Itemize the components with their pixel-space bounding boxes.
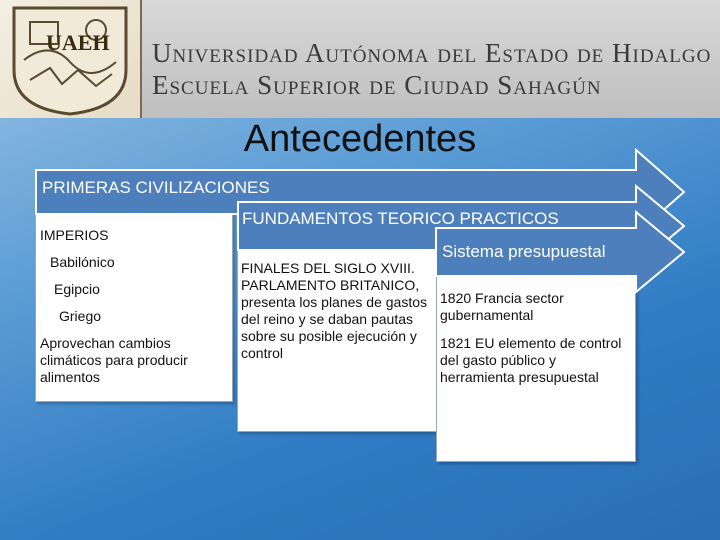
- arrow-label-primeras: PRIMERAS CIVILIZACIONES: [42, 178, 270, 197]
- sistema-item-1820: 1820 Francia sector gubernamental: [440, 290, 564, 323]
- imperio-item: Egipcio: [54, 281, 100, 297]
- imperios-note: Aprovechan cambios climáticos para producir alimentos: [40, 335, 188, 385]
- school-name: Escuela Superior de Ciudad Sahagún: [152, 70, 602, 100]
- imperio-item: Griego: [59, 308, 102, 324]
- arrow-label-fundamentos: FUNDAMENTOS TEORICO PRACTICOS: [242, 209, 559, 228]
- imperios-heading: IMPERIOS: [40, 227, 109, 243]
- logo-text: UAEH: [46, 30, 110, 55]
- university-name: Universidad Autónoma del Estado de Hidalgo: [152, 38, 712, 68]
- arrow-label-sistema: Sistema presupuestal: [442, 242, 606, 261]
- sistema-item-1821: 1821 EU elemento de control del gasto público y herramienta presupuestal: [440, 335, 622, 385]
- slide-title: Antecedentes: [243, 118, 477, 160]
- fundamentos-text: FINALES DEL SIGLO XVIII. PARLAMENTO BRITANICO, presenta los planes de gastos del reino y se daban pautas sobre su posible ejecución y control: [241, 260, 428, 361]
- imperio-item: Babilónico: [50, 254, 115, 270]
